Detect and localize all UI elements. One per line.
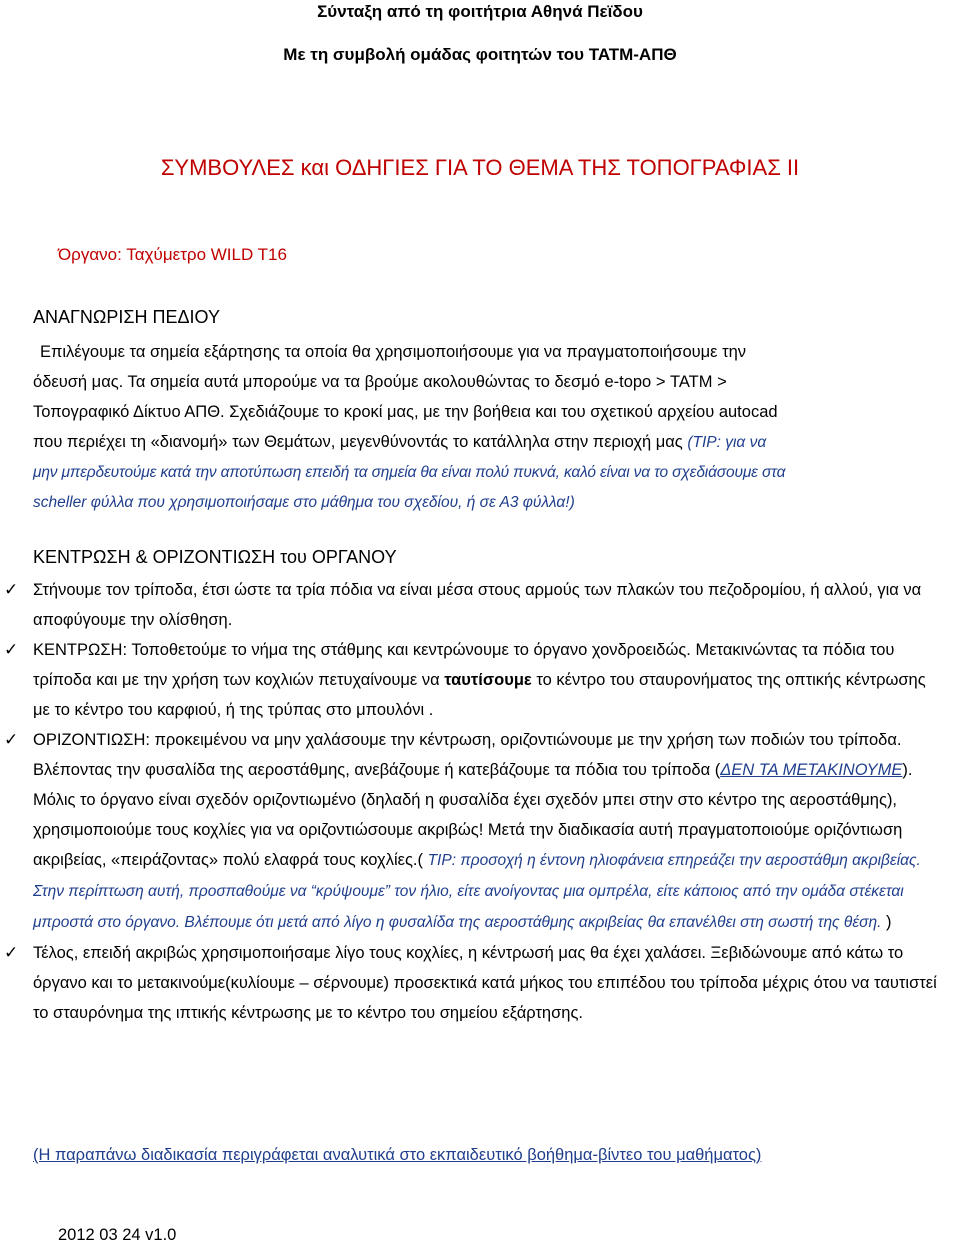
list-item (0, 575, 940, 635)
paragraph-text: που περιέχει τη «διανομή» των Θεμάτων, μεγενθύνοντάς το κατάλληλα στην περιοχή μας (33, 433, 688, 451)
warning-text: ΔΕΝ ΤΑ ΜΕΤΑΚΙΝΟΥΜΕ (720, 761, 903, 779)
step-text: ) (881, 913, 892, 931)
video-reference-link[interactable]: (Η παραπάνω διαδικασία περιγράφεται αναλυτικά στο εκπαιδευτικό βοήθημα-βίντεο του μαθήματος) (33, 1146, 762, 1164)
page-title: ΣΥΜΒΟΥΛΕΣ και ΟΔΗΓΙΕΣ ΓΙΑ ΤΟ ΘΕΜΑ ΤΗΣ ΤΟΠΟΓΡΑΦΙΑΣ ΙΙ (160, 155, 800, 180)
checkmark-icon: ✓ (4, 730, 19, 749)
contribution-line: Με τη συμβολή ομάδας φοιτητών του ΤΑΤΜ-ΑΠΘ (283, 45, 677, 64)
list-item (0, 635, 940, 725)
section-heading-centering: ΚΕΝΤΡΩΣΗ & ΟΡΙΖΟΝΤΙΩΣΗ του ΟΡΓΑΝΟΥ (33, 547, 397, 567)
paragraph-line: Τοπογραφικό Δίκτυο ΑΠΘ. Σχεδιάζουμε το κροκί μας, με την βοήθεια και του σχετικού αρχείου autocad (33, 403, 778, 421)
tip-line: scheller φύλλα που χρησιμοποιήσαμε στο μάθημα του σχεδίου, ή σε Α3 φύλλα!) (33, 494, 575, 511)
version-label: 2012 03 24 v1.0 (58, 1226, 177, 1244)
tip-line: μην μπερδευτούμε κατά την αποτύπωση επειδή τα σημεία θα είναι πολύ πυκνά, καλό είναι να το σχεδιάσουμε στα (33, 464, 786, 481)
section-heading-field-recognition: ΑΝΑΓΝΩΡΙΣΗ ΠΕΔΙΟΥ (33, 307, 220, 327)
step-text: Τέλος, επειδή ακριβώς χρησιμοποιήσαμε λίγο τους κοχλίες, η κέντρωσή μας θα έχει χαλάσει. Ξεβιδώνουμε από κάτω το όργανο και το μετακινούμε(κυλίουμε – σέρνουμε) προσεκτικά κατά μήκος του επιπέδου του τρίποδα μέχρις ότου να ταυτιστεί το σταυρόνημα της ιπτικής κέντρωσης με το κέντρο του σημείου εξάρτησης. (33, 944, 937, 1022)
instrument-line: Όργανο: Ταχύμετρο WILD T16 (58, 245, 287, 264)
step-text: ΚΕΝΤΡΩΣΗ: Τοποθετούμε το νήμα της στάθμης και κεντρώνουμε το όργανο χονδροειδώς. Μετακινώντας τα πόδια του τρίποδα και με την χρήση των κοχλιών πετυχαίνουμε να (33, 641, 895, 689)
list-item (0, 725, 940, 938)
tip-text: (TIP: για να (687, 434, 767, 451)
step-text: Στήνουμε τον τρίποδα, έτσι ώστε τα τρία πόδια να είναι μέσα στους αρμούς των πλακών του πεζοδρομίου, ή αλλού, για να αποφύγουμε την ολίσθηση. (33, 581, 922, 629)
centering-steps-list (0, 575, 940, 1028)
author-line: Σύνταξη από τη φοιτήτρια Αθηνά Πεϊδου (317, 2, 643, 21)
paragraph-line: όδευσή μας. Τα σημεία αυτά μπορούμε να τα βρούμε ακολουθώντας το δεσμό e-topo > ΤΑΤΜ > (33, 373, 727, 391)
emphasis-text: ταυτίσουμε (444, 671, 532, 689)
step-text: το κέντρο του σταυρονήματος της οπτικής κέντρωσης με το κέντρο του καρφιού, ή της τρύπας στο μπουλόνι . (33, 671, 926, 719)
step-text: ΟΡΙΖΟΝΤΙΩΣΗ: προκειμένου να μην χαλάσουμε την κέντρωση, οριζοντιώνουμε με την χρήση των ποδιών του τρίποδα. Βλέποντας την φυσαλίδα της αεροστάθμης, ανεβάζουμε ή κατεβάζουμε τα πόδια του τρίποδα ( (33, 731, 902, 779)
checkmark-icon: ✓ (4, 640, 19, 659)
field-recognition-paragraph (33, 337, 938, 518)
paragraph-line: Επιλέγουμε τα σημεία εξάρτησης τα οποία θα χρησιμοποιήσουμε για να πραγματοποιήσουμε την (40, 343, 747, 361)
checkmark-icon: ✓ (4, 580, 19, 599)
checkmark-icon: ✓ (4, 943, 19, 962)
paragraph-line (33, 427, 938, 458)
step-text: ). Μόλις το όργανο είναι σχεδόν οριζοντιωμένο (δηλαδή η φυσαλίδα έχει σχεδόν μπει στην στο κέντρο της αεροστάθμης), χρησιμοποιούμε τους κοχλίες για να οριζοντιώσουμε ακριβώς! Μετά την διαδικασία αυτή πραγματοποιούμε οριζόντιωση ακριβείας, «πειράζοντας» πολύ ελαφρά τους κοχλίες.( (33, 761, 913, 869)
tip-text: TIP: προσοχή η έντονη ηλιοφάνεια επηρεάζει την αεροστάθμη ακριβείας. Στην περίπτωση αυτή, προσπαθούμε να “κρύψουμε” τον ήλιο, είτε ανοίγοντας μια ομπρέλα, είτε κάποιος από την ομάδα στέκεται μπροστά στο όργανο. Βλέπουμε ότι μετά από λίγο η φυσαλίδα της αεροστάθμης ακριβείας θα επανέλθει στη σωστή της θέση. (33, 852, 921, 931)
list-item (0, 938, 940, 1028)
